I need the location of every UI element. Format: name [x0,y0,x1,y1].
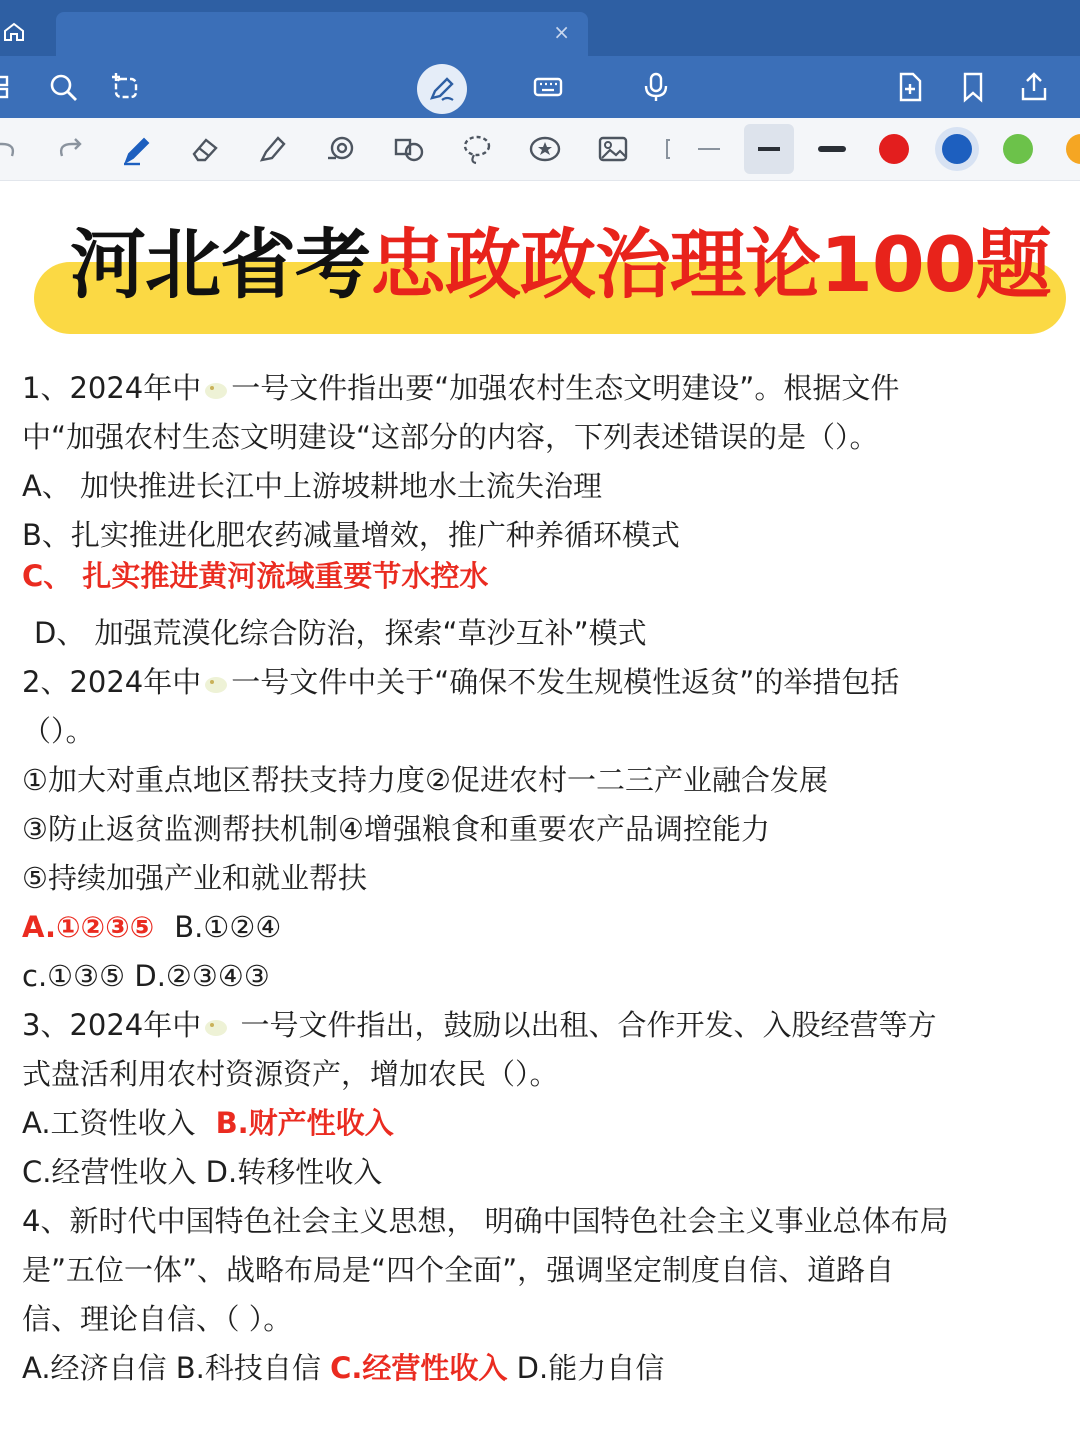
microphone-icon[interactable] [640,71,672,103]
share-icon[interactable] [1018,71,1050,103]
q1-option-d: D、 加强荒漠化综合防治，探索“草沙互补”模式 [34,616,647,650]
bookmark-icon[interactable] [957,71,989,103]
medium-line-button[interactable] [744,124,794,174]
q1-option-c-answer: C、 扎实推进黄河流域重要节水控水 [22,559,489,593]
add-page-icon[interactable] [894,71,926,103]
q3-option-b-answer: B.财产性收入 [215,1106,394,1140]
q2-option-b: B.①②④ [174,910,282,944]
tab-close-button[interactable]: × [553,20,570,44]
lasso-add-icon[interactable] [110,71,142,103]
image-icon[interactable] [596,132,630,166]
question-content [22,364,1062,1393]
q1-option-a: A、 加快推进长江中上游坡耕地水土流失治理 [22,469,603,503]
title-black-part: 河北省考 [70,220,370,309]
q4-options [22,1344,1062,1393]
grid-icon[interactable] [0,71,26,103]
main-toolbar [0,56,1080,118]
highlighter-icon[interactable] [256,132,290,166]
q3-options-ab [22,1099,1062,1148]
q1-line-1: 1、2024年中 一号文件指出要“加强农村生态文明建设”。根据文件 [22,371,900,405]
q2-line-1: 2、2024年中 一号文件中关于“确保不发生规模性返贫”的举措包括 [22,665,900,699]
q3-line-1: 3、2024年中 一号文件指出，鼓励以出租、合作开发、入股经营等方 [22,1008,937,1042]
tab-bar [0,0,1080,56]
q4-option-ab: A.经济自信 B.科技自信 [22,1351,321,1385]
q2-item-2: ③防止返贫监测帮扶机制④增强粮食和重要农产品调控能力 [22,812,770,846]
q4-line-2: 是”五位一体”、战略布局是“四个全面”，强调坚定制度自信、道路自 [22,1253,895,1287]
lasso-icon[interactable] [460,132,494,166]
q2-options-ab [22,903,1062,952]
q4-option-c-answer: C.经营性收入 [330,1351,508,1385]
dragon-emoji-icon [203,672,229,694]
thick-line-icon[interactable] [815,132,849,166]
color-swatch-red[interactable] [879,134,909,164]
q2-item-3: ⑤持续加强产业和就业帮扶 [22,861,367,895]
pen-mode-icon [427,74,457,104]
pen-icon[interactable] [120,132,154,166]
q2-options-cd: c.①③⑤ D.②③④③ [22,959,270,993]
document-tab[interactable] [56,12,588,56]
color-swatch-blue[interactable] [942,134,972,164]
home-icon[interactable] [2,20,26,44]
redo-icon[interactable] [52,132,86,166]
text-icon[interactable] [660,132,694,166]
q4-line-1: 4、新时代中国特色社会主义思想， 明确中国特色社会主义事业总体布局 [22,1204,949,1238]
medium-line-icon [744,124,794,174]
q3-options-cd: C.经营性收入 D.转移性收入 [22,1155,383,1189]
q1-option-b: B、扎实推进化肥农药减量增效，推广种养循环模式 [22,518,680,552]
keyboard-icon[interactable] [532,71,564,103]
color-swatch-green[interactable] [1003,134,1033,164]
q4-option-d: D.能力自信 [516,1351,665,1385]
dragon-emoji-icon [203,1015,229,1037]
tape-icon[interactable] [392,132,426,166]
search-icon[interactable] [47,71,79,103]
dragon-emoji-icon [203,378,229,400]
q2-option-a-answer: A.①②③⑤ [22,910,155,944]
drawing-toolbar [0,118,1080,181]
sticker-icon[interactable] [528,132,562,166]
q2-item-1: ①加大对重点地区帮扶支持力度②促进农村一二三产业融合发展 [22,763,828,797]
thin-line-icon[interactable] [692,132,726,166]
undo-icon[interactable] [0,132,22,166]
title-red-part: 忠政政治理论100题 [370,220,1051,309]
pen-mode-button[interactable] [417,64,467,114]
q4-line-3: 信、理论自信、（ ）。 [22,1302,293,1336]
eraser-icon[interactable] [188,132,222,166]
page-title [70,210,1070,320]
shape-icon[interactable] [324,132,358,166]
q3-line-2: 式盘活利用农村资源资产，增加农民（）。 [22,1057,559,1091]
q1-line-2: 中“加强农村生态文明建设“这部分的内容，下列表述错误的是（）。 [22,420,879,454]
q2-line-2: （）。 [22,714,95,748]
q3-option-a: A.工资性收入 [22,1106,196,1140]
